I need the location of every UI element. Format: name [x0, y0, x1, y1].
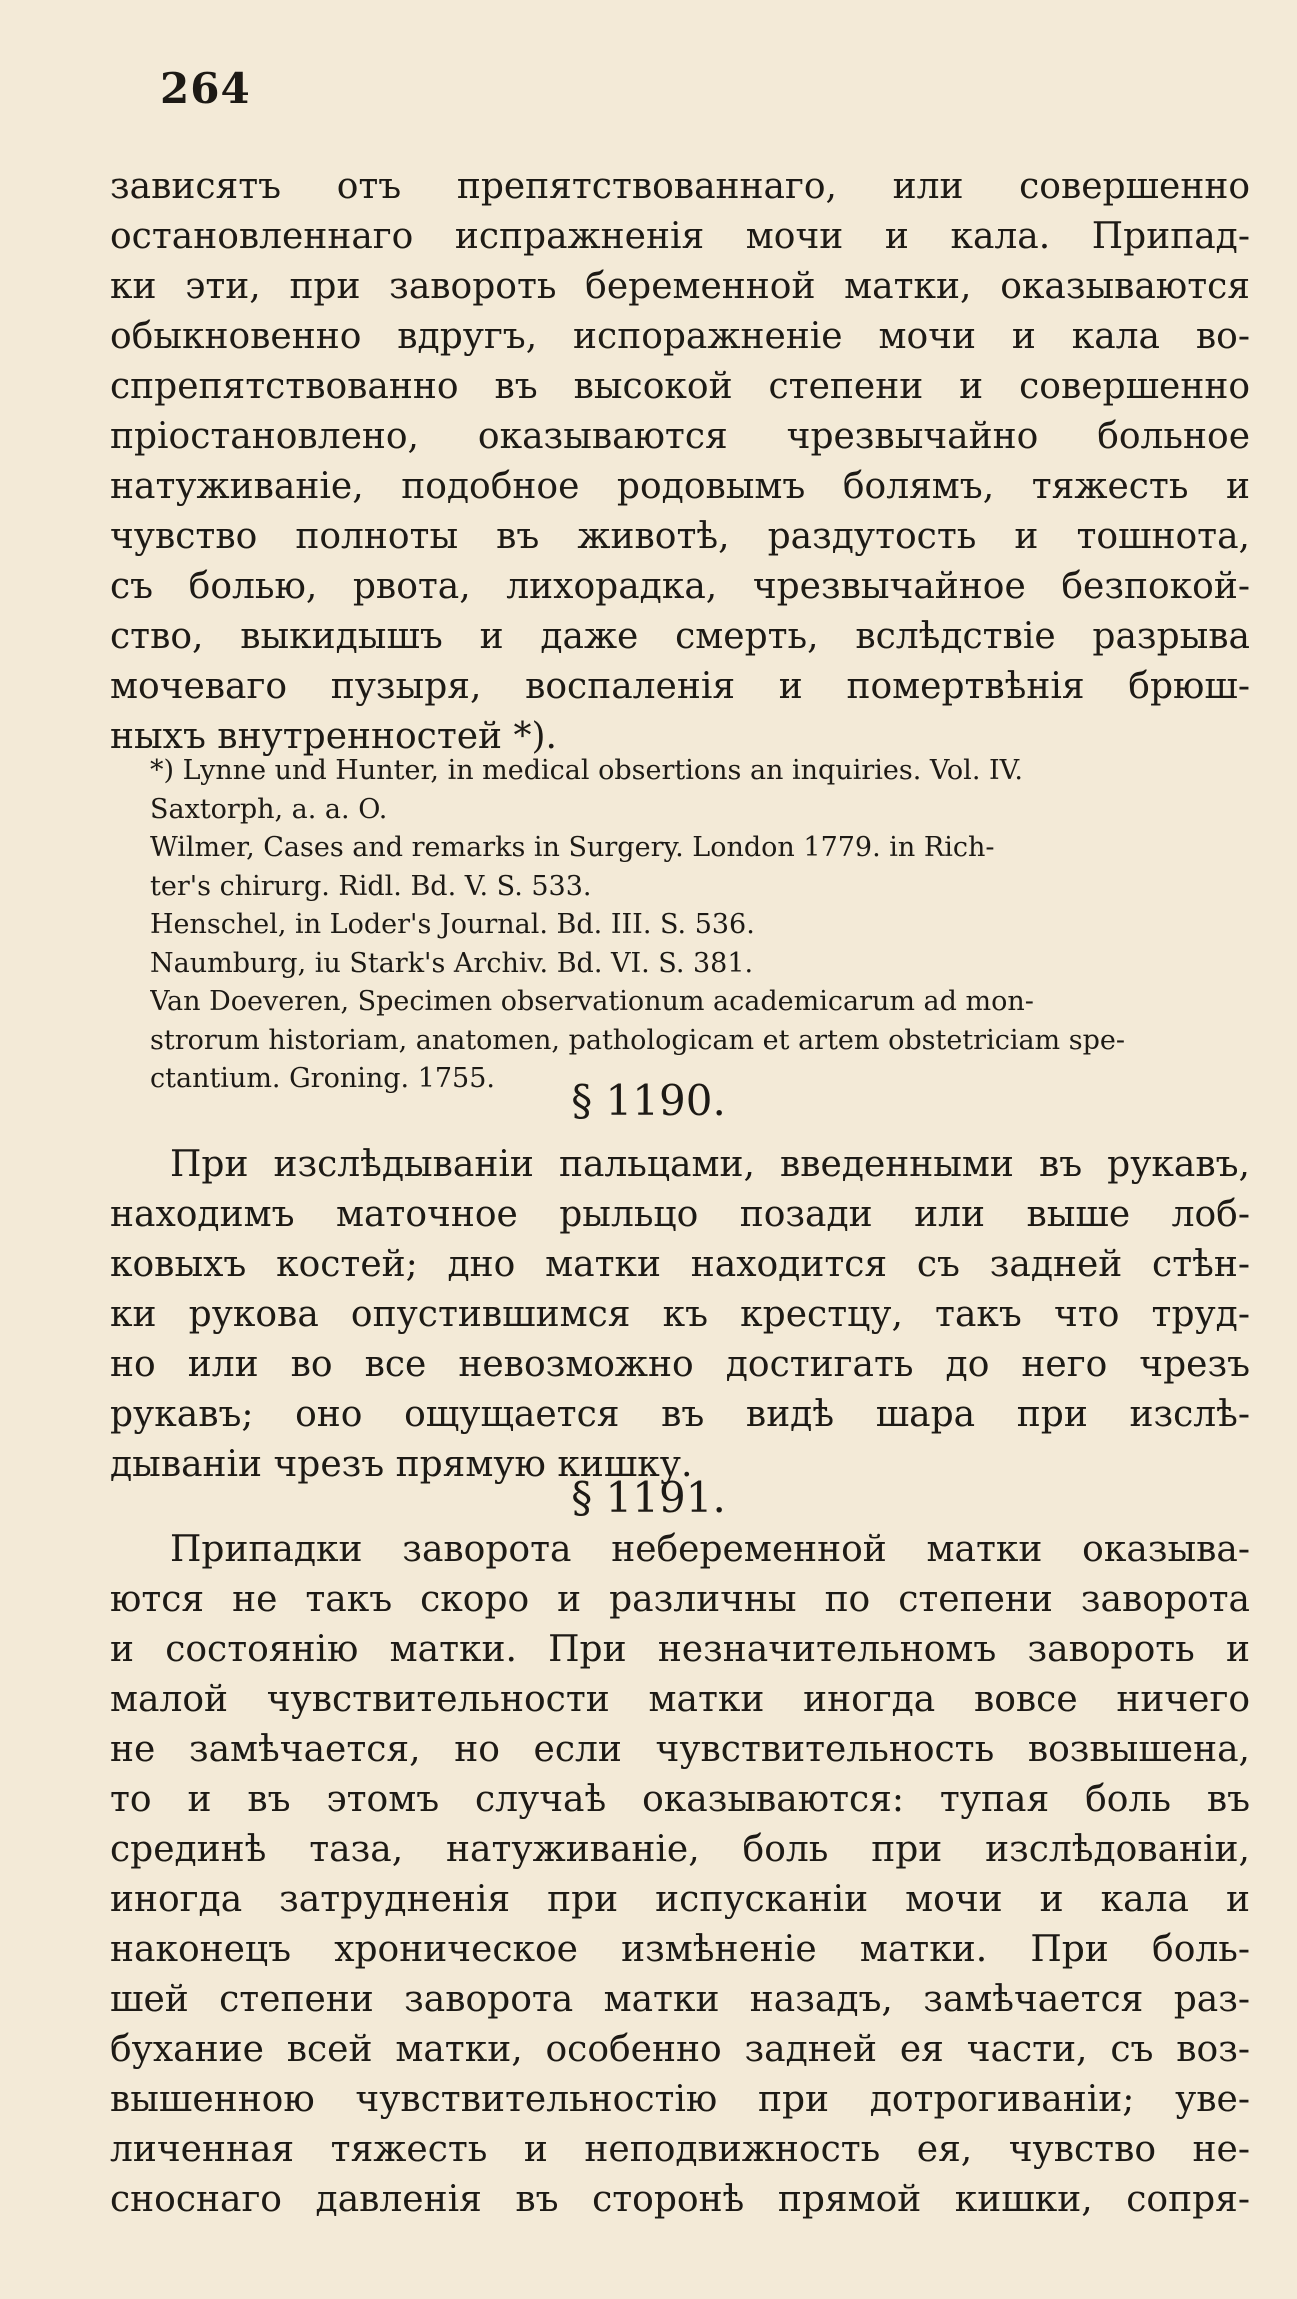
text-line: обыкновенно вдругъ, испоражненіе мочи и кала во-	[110, 316, 1250, 357]
footnote-line: Saxtorph, a. a. O.	[150, 793, 388, 825]
text-line: натуживаніе, подобное родовымъ болямъ, тяжесть и	[110, 466, 1250, 507]
text-line: срединѣ таза, натуживаніе, боль при изслѣдованіи,	[110, 1829, 1250, 1870]
paragraph-examination	[110, 1140, 1250, 1490]
text-line: съ болью, рвота, лихорадка, чрезвычайное безпокой-	[110, 566, 1250, 607]
text-line: чувство полноты въ животѣ, раздутость и тошнота,	[110, 516, 1250, 557]
text-line: Припадки заворота небеременной матки оказыва-	[170, 1529, 1250, 1570]
text-line: ки рукова опустившимся къ крестцу, такъ что труд-	[110, 1294, 1250, 1335]
text-line: мочеваго пузыря, воспаленія и помертвѣнія брюш-	[110, 666, 1250, 707]
text-line: но или во все невозможно достигать до него чрезъ	[110, 1344, 1250, 1385]
text-line: находимъ маточное рыльцо позади или выше лоб-	[110, 1194, 1250, 1235]
footnote-line: Henschel, in Loder's Journal. Bd. III. S. 536.	[150, 909, 755, 940]
text-line: ются не такъ скоро и различны по степени заворота	[110, 1579, 1250, 1620]
footnote-line: ctantium. Groning. 1755.	[150, 1063, 495, 1094]
text-line: пріостановлено, оказываются чрезвычайно больное	[110, 416, 1250, 457]
text-line: и состоянію матки. При незначительномъ завороть и	[110, 1629, 1250, 1670]
text-line: вышенною чувствительностію при дотрогиваніи; уве-	[110, 2079, 1250, 2120]
footnote-line: ter's chirurg. Ridl. Bd. V. S. 533.	[150, 870, 592, 902]
text-line: ки эти, при завороть беременной матки, оказываются	[110, 266, 1250, 307]
section-heading-1191: § 1191.	[571, 1473, 726, 1522]
footnote-line: strorum historiam, anatomen, pathologicam et artem obstetriciam spe-	[150, 1024, 1125, 1056]
page-number: 264	[160, 64, 251, 113]
text-line: дываніи чрезъ прямую кишку.	[110, 1444, 693, 1485]
text-line: ство, выкидышъ и даже смерть, вслѣдствіе разрыва	[110, 616, 1250, 657]
paragraph-symptoms-pregnant	[110, 162, 1250, 762]
text-line: иногда затрудненія при испусканіи мочи и кала и	[110, 1879, 1250, 1920]
text-line: шей степени заворота матки назадъ, замѣчается раз-	[110, 1979, 1250, 2020]
text-line: малой чувствительности матки иногда вовсе ничего	[110, 1679, 1250, 1720]
text-line: При изслѣдываніи пальцами, введенными въ рукавъ,	[170, 1144, 1250, 1185]
text-line: не замѣчается, но если чувствительность возвышена,	[110, 1729, 1250, 1770]
footnote-line: *) Lynne und Hunter, in medical obsertions an inquiries. Vol. IV.	[150, 755, 1024, 786]
text-line: рукавъ; оно ощущается въ видѣ шара при изслѣ-	[110, 1394, 1250, 1435]
footnotes	[150, 752, 1250, 1099]
footnote-line: Van Doeveren, Specimen observationum academicarum ad mon-	[150, 986, 1034, 1017]
text-line: спрепятствованно въ высокой степени и совершенно	[110, 366, 1250, 407]
text-line: сноснаго давленія въ сторонѣ прямой кишки, сопря-	[110, 2179, 1250, 2220]
text-line: ковыхъ костей; дно матки находится съ задней стѣн-	[110, 1244, 1250, 1285]
text-line: ныхъ внутренностей *).	[110, 716, 557, 757]
text-line: бухание всей матки, особенно задней ея части, съ воз-	[110, 2029, 1250, 2070]
text-line: зависятъ отъ препятствованнаго, или совершенно	[110, 166, 1250, 207]
footnote-line: Naumburg, iu Stark's Archiv. Bd. VI. S. 381.	[150, 947, 754, 979]
text-line: то и въ этомъ случаѣ оказываются: тупая боль въ	[110, 1779, 1250, 1820]
footnote-line: Wilmer, Cases and remarks in Surgery. London 1779. in Rich-	[150, 832, 995, 863]
text-line: остановленнаго испражненія мочи и кала. Припад-	[110, 216, 1250, 257]
section-heading-1190: § 1190.	[571, 1076, 726, 1125]
text-line: наконецъ хроническое измѣненіе матки. При боль-	[110, 1929, 1250, 1970]
text-line: личенная тяжесть и неподвижность ея, чувство не-	[110, 2129, 1250, 2170]
paragraph-symptoms-nonpregnant	[110, 1525, 1250, 2225]
